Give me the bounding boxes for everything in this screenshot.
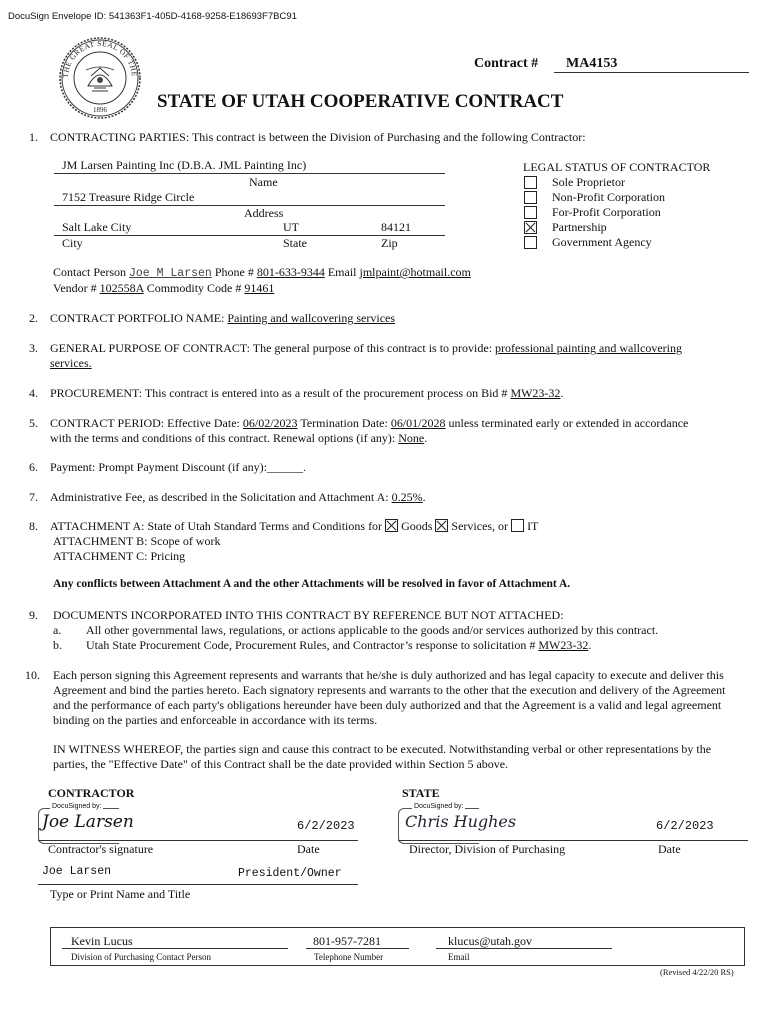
purpose-value: professional painting and wallcovering <box>495 341 682 355</box>
contracting-parties-text: CONTRACTING PARTIES: This contract is between the Division of Purchasing and the following Contractor: <box>50 130 586 144</box>
purchasing-email-label: Email <box>448 952 470 962</box>
contractor-signature-label: Contractor's signature <box>48 842 154 856</box>
state-heading: STATE <box>402 786 440 800</box>
procurement-end: . <box>560 386 564 400</box>
solicitation-number: MW23-32 <box>538 638 589 652</box>
conflicts-statement: Any conflicts between Attachment A and the other Attachments will be resolved in favor of Attachment A. <box>53 578 571 590</box>
witness-paragraph: IN WITNESS WHEREOF, the parties sign and cause this contract to be executed. Notwithstanding verbal or other representations by the parties, the "Effective Date" of this Contract shall be the date provided within Section 5 above. <box>53 742 712 771</box>
revision-note: (Revised 4/22/20 RS) <box>660 967 734 977</box>
vendor-line <box>53 281 274 296</box>
contractor-state-value: UT <box>283 220 299 234</box>
contractor-docusigned-by: DocuSigned by: <box>52 803 102 810</box>
state-sign-date: 6/2/2023 <box>656 819 714 833</box>
effective-date-label: CONTRACT PERIOD: Effective Date: <box>50 416 240 430</box>
contractor-name-value: JM Larsen Painting Inc (D.B.A. JML Painting Inc) <box>62 158 307 172</box>
email-label: Email <box>327 265 357 279</box>
admin-fee-label: Administrative Fee, as described in the Solicitation and Attachment A: <box>50 490 389 504</box>
phone-value: 801-633-9344 <box>256 265 325 279</box>
vendor-label: Vendor # <box>53 281 97 295</box>
checkbox-sole-proprietor[interactable] <box>524 176 537 189</box>
contract-number-label: Contract # <box>474 56 539 71</box>
contractor-state-label: State <box>283 236 307 250</box>
state-signature[interactable]: Chris Hughes <box>405 812 517 831</box>
attachment-a-line <box>50 519 538 534</box>
phone-label: Phone # <box>214 265 254 279</box>
purpose-value-continued: services. <box>50 356 92 370</box>
services-label: Services, or <box>451 519 509 533</box>
checkbox-goods[interactable] <box>385 519 398 532</box>
contract-period-line <box>50 416 688 431</box>
item-b-number: b. <box>53 638 62 652</box>
purchasing-contact-label: Division of Purchasing Contact Person <box>71 952 211 962</box>
attachment-b: ATTACHMENT B: Scope of work <box>53 534 221 548</box>
contractor-city-value: Salt Lake City <box>62 220 132 234</box>
contractor-signature[interactable]: Joe Larsen <box>42 812 134 832</box>
attachment-c: ATTACHMENT C: Pricing <box>53 549 186 563</box>
checkbox-for-profit[interactable] <box>524 206 537 219</box>
bid-number: MW23-32 <box>510 386 561 400</box>
docusign-envelope-id: DocuSign Envelope ID: 541363F1-405D-4168-9258-E18693F7BC91 <box>8 11 297 22</box>
checkbox-non-profit[interactable] <box>524 191 537 204</box>
legal-status-title: LEGAL STATUS OF CONTRACTOR <box>523 160 711 174</box>
contact-person-value: Joe M Larsen <box>129 267 212 280</box>
contractor-name-label: Name <box>249 175 278 189</box>
svg-text:THE GREAT SEAL OF THE STATE OF <box>58 36 139 78</box>
state-docusigned-by: DocuSigned by: <box>414 803 464 810</box>
portfolio-line <box>50 311 395 326</box>
contractor-city-label: City <box>62 236 83 250</box>
checkbox-partnership[interactable] <box>524 221 537 234</box>
purchasing-contact-email[interactable]: klucus@utah.gov <box>448 934 533 948</box>
portfolio-label: CONTRACT PORTFOLIO NAME: <box>50 311 225 325</box>
legal-status-label: Non-Profit Corporation <box>552 190 665 204</box>
contractor-zip-value: 84121 <box>381 220 411 234</box>
contractor-address-value: 7152 Treasure Ridge Circle <box>62 190 195 204</box>
effective-date-value: 06/02/2023 <box>242 416 298 430</box>
purchasing-contact-name: Kevin Lucus <box>71 934 133 948</box>
documents-incorporated-text: DOCUMENTS INCORPORATED INTO THIS CONTRACT BY REFERENCE BUT NOT ATTACHED: <box>53 608 564 622</box>
commodity-label: Commodity Code # <box>146 281 242 295</box>
printed-name: Joe Larsen <box>42 865 112 878</box>
item-a-text: All other governmental laws, regulations, or actions applicable to the goods and/or services authorized by this contract. <box>86 623 659 637</box>
contractor-address-label: Address <box>244 206 284 220</box>
contact-line <box>53 265 471 280</box>
contractor-sign-date: 6/2/2023 <box>297 819 355 833</box>
section-10-number: 10. <box>25 668 40 682</box>
section-6-number: 6. <box>29 460 38 474</box>
contract-number-value: MA4153 <box>566 56 618 71</box>
purchasing-contact-phone: 801-957-7281 <box>313 934 381 948</box>
contractor-date-label: Date <box>297 842 320 856</box>
attachment-a-label: ATTACHMENT A: State of Utah Standard Terms and Conditions for <box>50 519 383 533</box>
item-b-end: . <box>588 638 592 652</box>
legal-status-label: For-Profit Corporation <box>552 205 661 219</box>
admin-fee-value: 0.25% <box>391 490 423 504</box>
renewal-value: None <box>398 431 425 445</box>
procurement-label: PROCUREMENT: This contract is entered into as a result of the procurement process on Bid # <box>50 386 508 400</box>
purpose-line <box>50 341 682 356</box>
portfolio-value: Painting and wallcovering services <box>227 311 396 325</box>
item-a-number: a. <box>53 623 62 637</box>
it-label: IT <box>527 519 539 533</box>
vendor-value: 102558A <box>99 281 144 295</box>
document-title: STATE OF UTAH COOPERATIVE CONTRACT <box>157 91 564 112</box>
print-name-label: Type or Print Name and Title <box>50 887 191 901</box>
checkbox-services[interactable] <box>435 519 448 532</box>
checkbox-it[interactable] <box>511 519 524 532</box>
payment-text: Payment: Prompt Payment Discount (if any):______. <box>50 460 306 474</box>
contractor-zip-label: Zip <box>381 236 398 250</box>
purpose-label: GENERAL PURPOSE OF CONTRACT: The general purpose of this contract is to provide: <box>50 341 493 355</box>
legal-status-label: Government Agency <box>552 235 652 249</box>
item-b-line <box>86 638 591 653</box>
section-1-number: 1. <box>29 130 38 144</box>
procurement-line <box>50 386 563 401</box>
checkbox-government-agency[interactable] <box>524 236 537 249</box>
legal-status-label: Sole Proprietor <box>552 175 625 189</box>
goods-label: Goods <box>401 519 433 533</box>
section-5-number: 5. <box>29 416 38 430</box>
section-3-number: 3. <box>29 341 38 355</box>
commodity-value: 91461 <box>244 281 275 295</box>
renewal-label: with the terms and conditions of this contract. Renewal options (if any): <box>50 431 396 445</box>
state-date-label: Date <box>658 842 681 856</box>
seal-year: 1896 <box>93 106 107 114</box>
section-9-number: 9. <box>29 608 38 622</box>
state-signature-label: Director, Division of Purchasing <box>409 842 566 856</box>
contract-period-tail: unless terminated early or extended in accordance <box>448 416 689 430</box>
item-b-text: Utah State Procurement Code, Procurement Rules, and Contractor’s response to solicitation # <box>86 638 536 652</box>
contractor-heading: CONTRACTOR <box>48 786 135 800</box>
seal-text: THE GREAT SEAL OF THE <box>60 38 140 79</box>
termination-date-label: Termination Date: <box>300 416 388 430</box>
state-seal-icon <box>58 36 142 120</box>
section-2-number: 2. <box>29 311 38 325</box>
admin-fee-line <box>50 490 426 505</box>
purchasing-phone-label: Telephone Number <box>314 952 384 962</box>
section-8-number: 8. <box>29 519 38 533</box>
section-7-number: 7. <box>29 490 38 504</box>
admin-fee-end: . <box>422 490 426 504</box>
contact-person-label: Contact Person <box>53 265 126 279</box>
renewal-line <box>50 431 427 446</box>
section-4-number: 4. <box>29 386 38 400</box>
termination-date-value: 06/01/2028 <box>390 416 446 430</box>
legal-status-label: Partnership <box>552 220 607 234</box>
printed-title: President/Owner <box>238 867 342 880</box>
renewal-end: . <box>424 431 428 445</box>
email-value[interactable]: jmlpaint@hotmail.com <box>359 265 471 279</box>
authority-paragraph: Each person signing this Agreement represents and warrants that he/she is duly authorized and has legal capacity to execute and deliver this Agreement and bind the parties hereto. Each signatory represents and warrants to the other that the execution and delivery of the Agreement and the performance of each party's obligations hereunder have been duly authorized and that the Agreement is a valid and legal agreement binding on the parties and enforceable in accordance with its terms. <box>53 668 726 727</box>
